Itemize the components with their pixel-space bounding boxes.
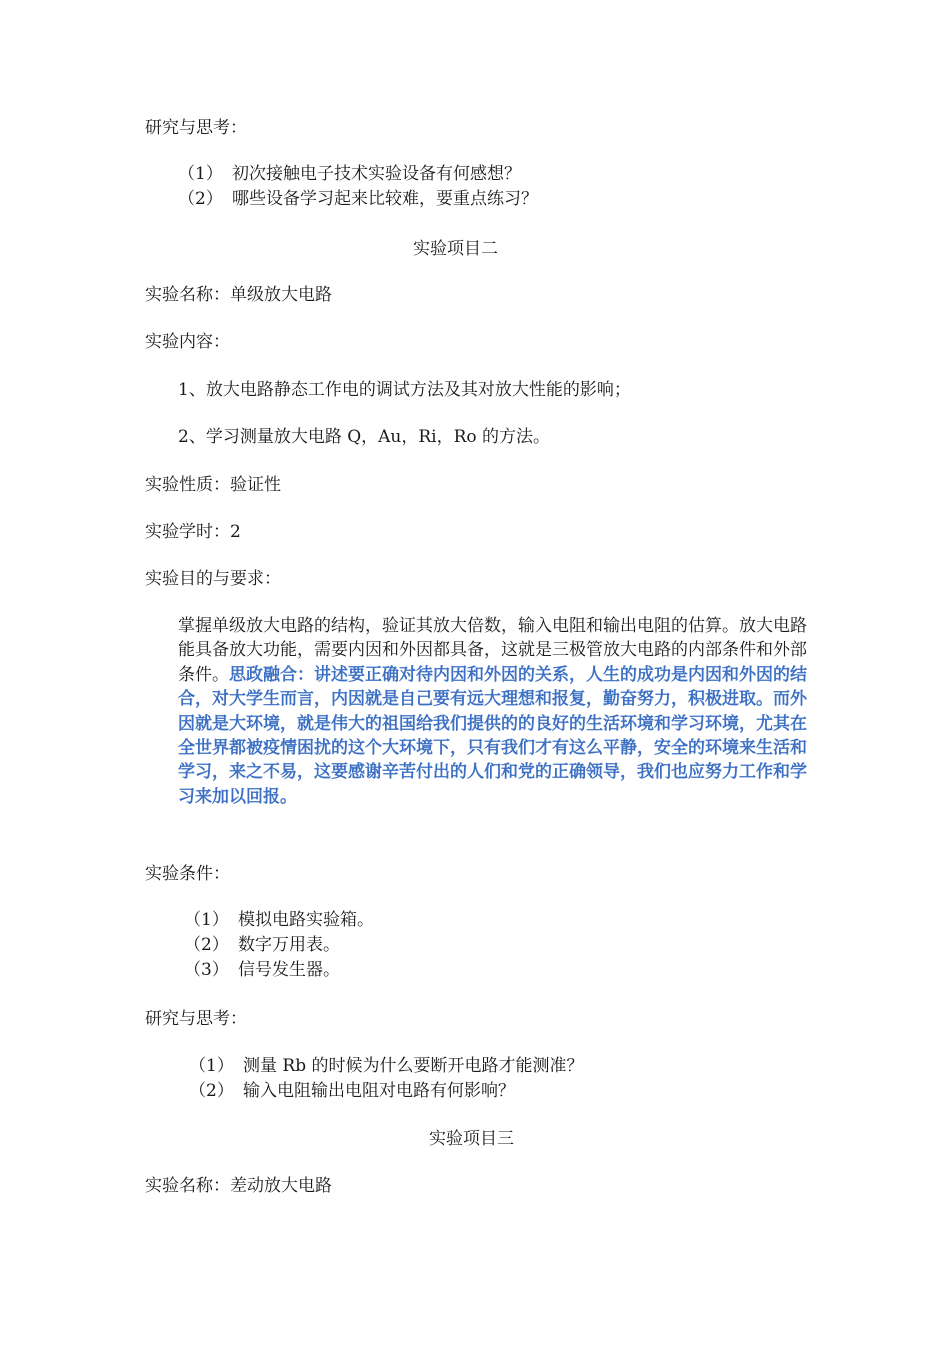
list-item xyxy=(184,908,374,932)
conditions-heading: 实验条件： xyxy=(145,864,230,884)
list-text: 初次接触电子技术实验设备有何感想？ xyxy=(232,164,521,184)
list-text: 模拟电路实验箱。 xyxy=(238,910,374,930)
list-item xyxy=(189,1054,584,1078)
list-number: （3） xyxy=(184,960,229,980)
list-text: 输入电阻输出电阻对电路有何影响？ xyxy=(243,1081,515,1101)
content-item: 1、放大电路静态工作电的调试方法及其对放大性能的影响； xyxy=(178,380,631,400)
list-item xyxy=(178,187,538,211)
list-number: （2） xyxy=(178,189,223,209)
goal-heading: 实验目的与要求： xyxy=(145,569,281,589)
list-item xyxy=(184,958,340,982)
list-text: 测量 Rb 的时候为什么要断开电路才能测准？ xyxy=(243,1056,584,1076)
list-number: （2） xyxy=(184,935,229,955)
list-text: 信号发生器。 xyxy=(238,960,340,980)
ideology-highlight-text: 思政融合：讲述要正确对待内因和外因的关系，人生的成功是内因和外因的结合，对大学生而言，内因就是自己要有远大理想和报复，勤奋努力，积极进取。而外因就是大环境，就是伟大的祖国给我们提供的的良好的生活环境和学习环境，尤其在全世界都被疫情困扰的这个大环境下，只有我们才有这么平静，安全的环境来生活和学习，来之不易，这要感谢辛苦付出的人们和党的正确领导，我们也应努力工作和学习来加以回报。 xyxy=(178,664,807,807)
goal-text: 掌握单级放大电路的结构，验证其放大倍数，输入电阻和输出电阻的估算。放大电路能具备放大功能，需要内因和外因都具备，这就是三极管放大电路的内部条件和外部条件。 xyxy=(178,616,807,685)
list-item xyxy=(184,933,340,957)
thinking-heading: 研究与思考： xyxy=(145,1009,247,1029)
project-title: 实验项目二 xyxy=(413,239,498,259)
content-heading: 实验内容： xyxy=(145,332,230,352)
list-item xyxy=(178,162,521,186)
list-number: （2） xyxy=(189,1081,234,1101)
content-item: 2、学习测量放大电路 Q，Au，Ri，Ro 的方法。 xyxy=(178,427,551,447)
section-heading-thinking: 研究与思考： xyxy=(145,118,247,138)
list-text: 数字万用表。 xyxy=(238,935,340,955)
list-text: 哪些设备学习起来比较难，要重点练习？ xyxy=(232,189,538,209)
experiment-name: 实验名称：差动放大电路 xyxy=(145,1176,332,1196)
experiment-nature: 实验性质：验证性 xyxy=(145,475,281,495)
list-number: （1） xyxy=(184,910,229,930)
list-number: （1） xyxy=(178,164,223,184)
experiment-hours: 实验学时：2 xyxy=(145,522,241,542)
list-number: （1） xyxy=(189,1056,234,1076)
list-item xyxy=(189,1079,515,1103)
goal-paragraph xyxy=(178,614,818,809)
experiment-name: 实验名称：单级放大电路 xyxy=(145,285,332,305)
project-title: 实验项目三 xyxy=(429,1129,514,1149)
